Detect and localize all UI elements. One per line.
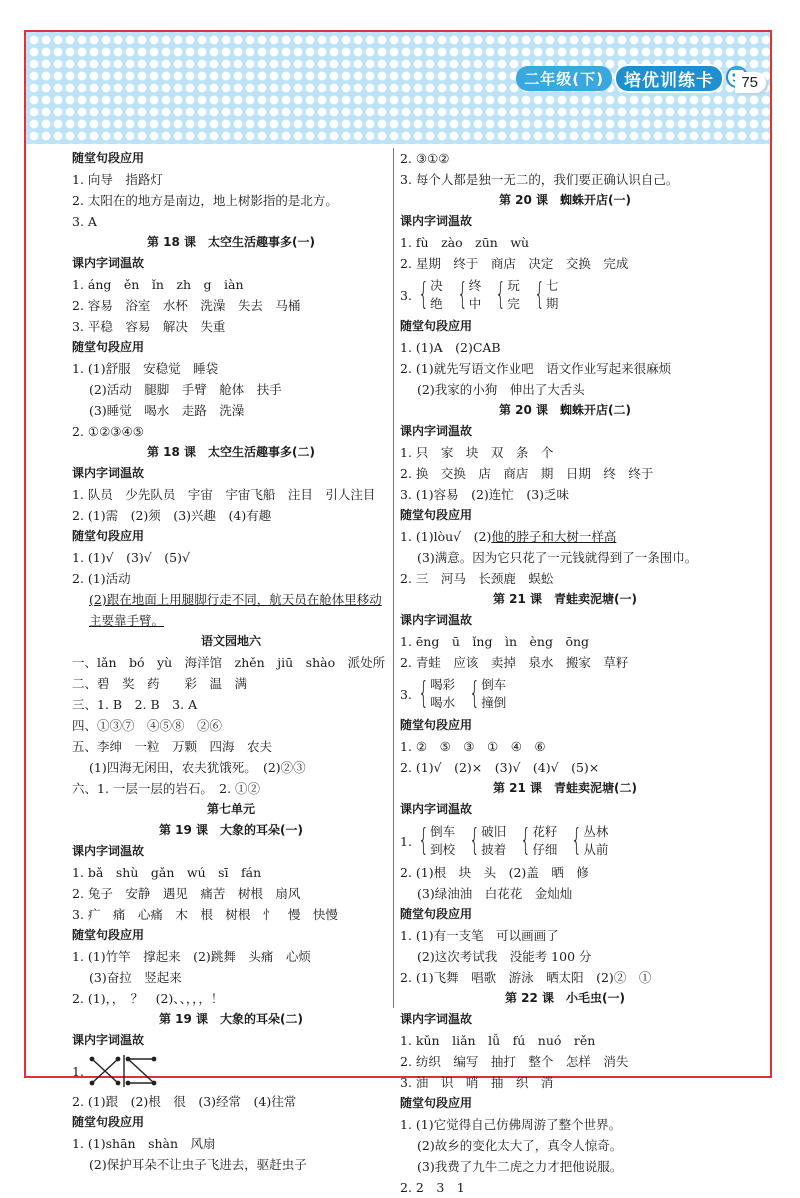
- answer-line: 2. ①②③④⑤: [72, 424, 144, 439]
- answer-line: 2. (1)需 (2)须 (3)兴趣 (4)有趣: [72, 508, 272, 523]
- answer-line: 3. (1)容易 (2)连忙 (3)乏味: [400, 487, 570, 502]
- answer-line: (3)奋拉 竖起来: [89, 970, 182, 985]
- answer-line: 1. áng ěn ǐn zh g iàn: [72, 277, 244, 292]
- answer-line: 3. 平稳 容易 解决 失重: [72, 319, 226, 334]
- underlined-answer: (2)跟在地面上用腿脚行走不同，航天员在舱体里移动: [89, 592, 382, 607]
- brace-word: 仔细: [532, 842, 558, 857]
- answer-line: (2)我家的小狗 伸出了大舌头: [417, 382, 585, 397]
- brace-word: 到校: [430, 842, 456, 857]
- brace-group: [465, 674, 506, 714]
- answer-line: 六、1. 一层一层的岩石。 2. ①②: [72, 781, 261, 796]
- brace-word: 绝: [430, 296, 443, 311]
- section-heading: 随堂句段应用: [400, 907, 473, 921]
- brace-icon: {: [495, 277, 507, 312]
- brace-items: [532, 823, 557, 859]
- section-heading: 课内字词温故: [400, 424, 473, 438]
- brace-answer: [400, 274, 730, 316]
- brace-group: [414, 275, 443, 315]
- answer-line: [72, 610, 390, 631]
- underlined-answer: 主要靠手臂。: [89, 613, 165, 628]
- answer-line: 2. 换 交换 店 商店 期 日期 终 终于: [400, 466, 654, 481]
- lesson-title: 第 19 课 大象的耳朵(二): [158, 1012, 304, 1026]
- brace-items: [430, 277, 443, 313]
- lesson-title: 第 20 课 蜘蛛开店(二): [498, 403, 632, 417]
- answer-line: (3)绿油油 白花花 金灿灿: [417, 886, 573, 901]
- brace-word: 喝水: [430, 695, 456, 710]
- answer-line: [400, 526, 730, 547]
- brace-items: [481, 676, 506, 712]
- brace-group: [530, 275, 559, 315]
- lesson-title: 语文园地六: [200, 634, 261, 648]
- answer-line: (2)故乡的变化太大了，真令人惊奇。: [417, 1138, 623, 1153]
- answer-line: 1. fù zào zūn wù: [400, 235, 530, 250]
- section-heading: 随堂句段应用: [72, 928, 145, 942]
- section-heading: 课内字词温故: [400, 802, 473, 816]
- answer-text: 1. (1)lòu√ (2): [400, 529, 492, 544]
- brace-items: [507, 277, 520, 313]
- answer-line: [72, 589, 390, 610]
- answer-line: 2. (1)就先写语文作业吧 语文作业写起来很麻烦: [400, 361, 672, 376]
- section-heading: 课内字词温故: [400, 613, 473, 627]
- section-heading: 随堂句段应用: [400, 718, 473, 732]
- brace-word: 披着: [481, 842, 507, 857]
- answer-line: 1. (1)A (2)CAB: [400, 340, 501, 355]
- brace-group: [414, 674, 455, 714]
- brace-icon: {: [534, 277, 545, 312]
- answer-line: 2. 太阳在的地方是南边，地上树影指的是北方。: [72, 193, 338, 208]
- matching-answer: [72, 1051, 390, 1091]
- answer-line: 2. (1)活动: [72, 571, 131, 586]
- answer-line: (1)四海无闲田，农夫犹饿死。 (2)②③: [89, 760, 306, 775]
- item-number: 1.: [400, 833, 412, 849]
- brace-word: 破旧: [481, 824, 507, 839]
- section-heading: 课内字词温故: [400, 214, 473, 228]
- left-column: [72, 148, 390, 1175]
- answer-line: 1. 只 家 块 双 条 个: [400, 445, 554, 460]
- answer-line: 四、①③⑦ ④⑤⑧ ②⑥: [72, 718, 223, 733]
- answer-line: 三、1. B 2. B 3. A: [72, 697, 198, 712]
- answer-line: 一、lǎn bó yù 海洋馆 zhěn jiū shào 派处所: [72, 655, 386, 670]
- brace-word: 从前: [583, 842, 609, 857]
- brace-group: [567, 821, 608, 861]
- brace-answer: [400, 820, 730, 862]
- section-heading: 随堂句段应用: [400, 508, 473, 522]
- answer-line: 1. (1)shān shàn 风扇: [72, 1136, 216, 1151]
- section-heading: 随堂句段应用: [72, 151, 145, 165]
- brace-icon: {: [520, 823, 532, 858]
- lesson-title: 第 20 课 蜘蛛开店(一): [498, 193, 632, 207]
- answer-line: 1. ēng ū ǐng ìn èng ōng: [400, 634, 590, 649]
- answer-line: 二、碧 奖 药 彩 温 满: [72, 676, 248, 691]
- answer-line: 2. 三 河马 长颈鹿 蜈蚣: [400, 571, 554, 586]
- underlined-answer: 他的脖子和大树一样高: [491, 529, 617, 544]
- brace-icon: {: [418, 823, 429, 858]
- answer-line: 2. ③①②: [400, 151, 450, 166]
- answer-line: (2)这次考试我 没能考 100 分: [417, 949, 592, 964]
- brace-items: [481, 823, 506, 859]
- section-heading: 随堂句段应用: [72, 340, 145, 354]
- book-title: 培优训练卡: [614, 64, 724, 93]
- answer-line: 1. kǔn liǎn lǚ fú nuó rěn: [400, 1033, 596, 1048]
- section-heading: 课内字词温故: [72, 844, 145, 858]
- answer-line: 1. 向导 指路灯: [72, 172, 163, 187]
- answer-line: 2. 星期 终于 商店 决定 交换 完成: [400, 256, 629, 271]
- page-number: 75: [735, 72, 766, 93]
- lesson-title: 第 19 课 大象的耳朵(一): [158, 823, 304, 837]
- answer-line: 2. 2 3 1: [400, 1180, 465, 1195]
- answer-line: 2. (1)，， ？ (2)、、，，，！: [72, 991, 224, 1006]
- brace-group: [465, 821, 506, 861]
- brace-word: 期: [545, 296, 559, 311]
- section-heading: 课内字词温故: [72, 1033, 145, 1047]
- answer-line: 2. 纺织 编写 抽打 整个 怎样 消失: [400, 1054, 629, 1069]
- brace-icon: {: [469, 823, 480, 858]
- brace-items: [583, 823, 608, 859]
- answer-line: 3. 油 识 哨 抽 织 消: [400, 1075, 554, 1090]
- brace-icon: {: [469, 676, 480, 711]
- answer-line: 1. (1)它觉得自己仿佛周游了整个世界。: [400, 1117, 622, 1132]
- brace-group: [516, 821, 557, 861]
- brace-items: [430, 676, 455, 712]
- answer-line: 3. A: [72, 214, 97, 229]
- lesson-title: 第 21 课 青蛙卖泥塘(一): [492, 592, 638, 606]
- answer-line: 五、李绅 一粒 万颗 四海 农夫: [72, 739, 273, 754]
- item-number: 1.: [72, 1063, 84, 1079]
- answer-line: 1. (1)舒服 安稳觉 睡袋: [72, 361, 219, 376]
- brace-items: [546, 277, 559, 313]
- answer-line: 2. (1)飞舞 唱歌 游泳 晒太阳 (2)② ①: [400, 970, 652, 985]
- answer-line: 1. bǎ shù gǎn wú sī fán: [72, 865, 262, 880]
- answer-line: 1. 队员 少先队员 宇宙 宇宙飞船 注目 引人注目: [72, 487, 376, 502]
- answer-line: 1. (1)有一支笔 可以画画了: [400, 928, 559, 943]
- brace-icon: {: [418, 676, 429, 711]
- lesson-title: 第 21 课 青蛙卖泥塘(二): [492, 781, 638, 795]
- brace-word: 玩: [507, 278, 520, 293]
- answer-line: 2. 容易 浴室 水杯 洗澡 失去 马桶: [72, 298, 301, 313]
- answer-line: (3)我费了九牛二虎之力才把他说服。: [417, 1159, 623, 1174]
- brace-icon: {: [418, 277, 429, 312]
- answer-line: (3)睡觉 喝水 走路 洗澡: [89, 403, 245, 418]
- brace-items: [430, 823, 455, 859]
- brace-word: 终: [468, 278, 482, 293]
- answer-line: 3. 每个人都是独一无二的，我们要正确认识自己。: [400, 172, 679, 187]
- answer-line: 2. (1)跟 (2)根 很 (3)经常 (4)往常: [72, 1094, 297, 1109]
- answer-line: 1. ② ⑤ ③ ① ④ ⑥: [400, 739, 546, 754]
- answer-line: 2. 兔子 安静 遇见 痛苦 树根 扇风: [72, 886, 301, 901]
- answer-line: 2. 青蛙 应该 卖掉 泉水 搬家 草籽: [400, 655, 629, 670]
- section-heading: 课内字词温故: [400, 1012, 473, 1026]
- brace-icon: {: [456, 277, 468, 312]
- brace-group: [414, 821, 455, 861]
- lesson-title: 第七单元: [206, 802, 255, 816]
- answer-line: (3)满意。因为它只花了一元钱就得到了一条围巾。: [417, 550, 698, 565]
- section-heading: 随堂句段应用: [72, 1115, 145, 1129]
- brace-word: 喝彩: [430, 677, 456, 692]
- brace-word: 七: [545, 278, 559, 293]
- answer-line: 1. (1)√ (3)√ (5)√: [72, 550, 190, 565]
- brace-icon: {: [571, 823, 583, 858]
- brace-group: [453, 275, 482, 315]
- item-number: 3.: [400, 686, 412, 702]
- brace-word: 花籽: [532, 824, 558, 839]
- lesson-title: 第 18 课 太空生活趣事多(二): [146, 445, 316, 459]
- section-heading: 随堂句段应用: [72, 529, 145, 543]
- brace-items: [469, 277, 482, 313]
- item-number: 3.: [400, 287, 412, 303]
- lesson-title: 第 22 课 小毛虫(一): [504, 991, 626, 1005]
- brace-word: 倒车: [481, 677, 507, 692]
- brace-word: 完: [507, 296, 520, 311]
- brace-word: 倒车: [430, 824, 456, 839]
- brace-word: 撞倒: [481, 695, 507, 710]
- brace-word: 中: [468, 296, 482, 311]
- answer-line: 2. (1)√ (2)× (3)√ (4)√ (5)×: [400, 760, 600, 775]
- brace-answer: [400, 673, 730, 715]
- answer-line: 2. (1)根 块 头 (2)盖 晒 修: [400, 865, 589, 880]
- answer-line: 1. (1)竹竿 撑起来 (2)跳舞 头痛 心烦: [72, 949, 311, 964]
- brace-group: [491, 275, 520, 315]
- section-heading: 随堂句段应用: [400, 319, 473, 333]
- brace-word: 决: [430, 278, 443, 293]
- answer-line: (2)保护耳朵不让虫子飞进去，驱赶虫子: [89, 1157, 307, 1172]
- brace-word: 丛林: [583, 824, 609, 839]
- right-column: [400, 148, 730, 1198]
- brand-banner: [516, 62, 752, 94]
- answer-line: (2)活动 腿脚 手臂 舱体 扶手: [89, 382, 282, 397]
- answer-line: 3. 疒 痛 心痛 木 根 树根 忄 慢 快慢: [72, 907, 338, 922]
- section-heading: 课内字词温故: [72, 256, 145, 270]
- section-heading: 随堂句段应用: [400, 1096, 473, 1110]
- section-heading: 课内字词温故: [72, 466, 145, 480]
- grade-label: 二年级(下): [516, 66, 612, 91]
- lesson-title: 第 18 课 太空生活趣事多(一): [146, 235, 316, 249]
- matching-lines-icon: [88, 1053, 168, 1089]
- column-divider: [393, 148, 394, 1008]
